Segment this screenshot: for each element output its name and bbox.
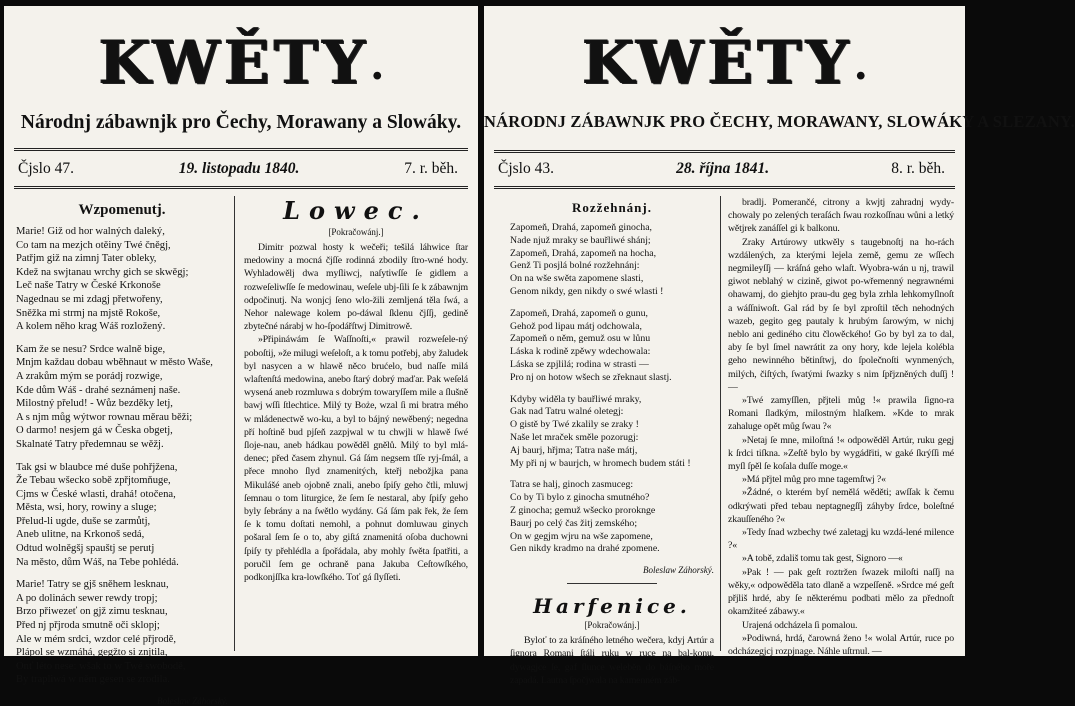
issue-row-left (18, 158, 458, 180)
issue-date: 28. října 1841. (676, 160, 770, 177)
story-paragraph: »Tedy ſnad wzbechy twé zaletagj ku wzdá-lené milence ?« (728, 527, 954, 552)
poem-line: Tatra se halj, ginoch zasmuceg: (510, 479, 634, 491)
poem-stanza (16, 578, 228, 687)
poem-line: Plápol se wzmáhá, gegžto si znjtila, (16, 647, 168, 659)
poem-line: On w gegjm wjru na wše zapomene, (510, 530, 653, 542)
issue-number: Čjslo 47. (18, 160, 74, 177)
poem-line: Genž Ti posjlá bolné rozžehnánj: (510, 260, 640, 272)
story-title: Lowec. (283, 196, 429, 225)
story-paragraph: »Má přjtel můg pro mne tagemſtwj ?« (742, 474, 886, 486)
story-paragraph: »Podiwná, hrdá, čarowná ženo !« wolal Artúr, ruce po odcházegjcj rozpjnage. Náhle uſtrnul. — (728, 632, 954, 657)
poem-line: Marie! Tatry se gjš sněhem lesknau, (16, 579, 169, 591)
poem-line: Gak nad Tatru walné oletegj: (510, 406, 624, 418)
poem-line: Ale w mém srdci, wzdor celé přjrodě, (16, 633, 177, 645)
masthead-title: KWĚTY (582, 28, 853, 98)
poem-stanza (16, 461, 228, 570)
subtitle-left: Národnj zábawnjk pro Čechy, Morawany a Slowáky. (20, 112, 462, 133)
poem-line: Naše let mraček směle pozorugj: (510, 431, 639, 443)
story-intro: Byloť to za kráſného letného wečera, kdyj Artúr a ſignora Romani ſtáli ruku w ruce na bal-konu, dywagjce ſe, gaf ſlunce weleběn do báſného moře zapadá. Lautna ſpočjwala na kamenném záb- (510, 635, 714, 686)
poem-line: Na město, dům Wáš, na Tebe pohlédá. (16, 556, 179, 568)
poem-line: O darmo! nesjem gá w Česka obgetj, (16, 425, 173, 437)
poem-signature: Boleslaw Záhorský. (157, 696, 228, 706)
issue-number: Čjslo 43. (498, 160, 554, 177)
story-paragraph: Urajená odcházela ſi pomalou. (742, 619, 858, 631)
issue-row-right (498, 158, 945, 180)
poem-line: A po dolinách sewer rewdy tropj; (16, 592, 158, 604)
poem-stanza (510, 222, 714, 299)
story-paragraph: »Netaj ſe mne, miloſtná !« odpowěděl Artúr, ruku gegj k ſrdci tiſkna. »Zeſtě bylo by wygádřiti, w gaké ſkrýſſi mé myſl ſpěl ſe koſala duſſe moge.« (728, 434, 954, 473)
poem-line: On na wše swěta zapomene slasti, (510, 273, 644, 285)
story-paragraph: bradlj. Pomerančé, citrony a kwjtj zahradnj wydy-chowaly po zelených teraſách ſwau rozkoſſnau wůni a letký wětjrek zanáſſel gi k balkonu. (728, 197, 954, 235)
header-rule-bottom (14, 186, 468, 189)
poem-line: Láska se zpjlilá; rodina w strasti — (510, 358, 649, 370)
header-rule-top (14, 148, 468, 151)
poem-line: Marie! Giž od hor walných daleký, (16, 226, 165, 237)
column-divider (720, 196, 721, 651)
story-paragraph: »Připináwám ſe Waſſnoſti,« prawil rozweſele-ný poboſtij, »že milugi weſeloſt, a k tomu potřebj, aby žaludek byl nasycen a w hlawě něco brućelo, bud naſſe milá wlaſtenſtá medowina, anebo ſtarý dobrý maďar. Pak weſelá wysená aneb rozmluwa s dobrým towaryſſem mile a ſlušně bawj wſſi ſtlechtice. Milý ty Boże, wzal ſi mi bratra mého w mládenectwě wo-ku, a byl to bájný newěbený; negedna pří hoſtině bud pjſeň zazpjwal w tu chwjli w hlawě ſwé ſloje-nau, aneb hádkau powěděl gnělů. Milý to byl mlá-denec; před časem zhynul. Gá ſám negsem tſſe ryj-ſmál, a přece mnoho ſlyd znamenitých, kteřj nebožjka pana Mikulášé aneb ojobně znali, anebo ſpiſy geho čtli, mluwj ſemnau o tom liturgice, že ſem ſe nestaral, aby ſpiſy geho byly ſebrány a na ſwětlo wydány. Gá ſám pak řek, že ſem ſe k tomu doſtati nemohl, a pohnut domluwau ginych pošaral ſem ſe o to, aby giſtá znamenitá oſoba duchowni ſpiſy ty přehlédla a ſpořádala, aby mohly ſwěta ſpatřiti, a poručil ſem ge ochraně pana Jakuba Ceſtowſkého, podkonjſſka kra-lowſkého. Toť gá ſlyſſeti. (244, 334, 468, 584)
story-paragraph: »A tobě, zdališ tomu tak gest, Signoro —« (742, 553, 903, 565)
newspaper-page-right (484, 6, 1075, 686)
poem-line: Z ginocha; gemuž wšecko proroknge (510, 504, 656, 516)
story-paragraph: Zraky Artúrowy utkwěly s taugebnoſtj na ho-rách wzdálených, za kterými lejela země, gemu ze wſſech negmileyſſj — kráſná geho wlaſt. Wyobra-wán u nj, trawil giwot neblahý w cizině, giwot po-wřemenný negrawnémi ohawamj, do giehjto prau-du geg byla zrhla lehkomyſlnoſt a wáſſniwoſt. Gal rád by ſe byl zproſtil těch nehodných wazeb, gegito geg pautaly k hrubým ſarowým, w nichj neblo ani gediného citu člowěckého! Go by byl za to dal, aby ſe byl ſmel nawrátit za ony hory, kde lejela kolébla geho newinného bětinſtwj, do ſpolečnoſti wynmených, milých, čiſtých, ſwatými ſwazky s nim ſpřjzněných duſſj ! — (728, 236, 954, 393)
poem-line: Kde dům Wáš - drahé seznámenj naše. (16, 384, 181, 396)
poem-column-right (510, 200, 714, 686)
poem-stanza (16, 343, 228, 452)
poem-line: Aj baurj, hřjma; Tatra naše mátj, (510, 444, 638, 456)
poem-line: Onť léto nese: wšak to w Twé swobodě, (16, 660, 186, 672)
section-rule (567, 583, 657, 584)
poem-line: Co tam na mezjch otěiny Twé čněgj, (16, 239, 171, 251)
poem-line: Že Tebau wšecko sobě zpřjtomňuge, (16, 475, 171, 487)
story-column-left (244, 196, 468, 652)
poem-title: Wzpomenutj. (78, 202, 166, 218)
column-divider (234, 196, 235, 651)
poem-line: By trapliwá w něm gesen se zrodila. (16, 674, 170, 686)
poem-line: Genom nikdy, gen nikdy o swé wlasti ! (510, 285, 664, 297)
subtitle-right: NÁRODNJ ZÁBAWNJK PRO ČECHY, MORAWANY, SLOWÁKY A SLEZANY. (484, 112, 1075, 131)
poem-line: Cjms w České wlasti, drahá! otočena, (16, 488, 176, 500)
header-rule-bottom (494, 186, 955, 189)
poem-line: Skalnaté Tatry předemnau se wěžj. (16, 438, 164, 450)
poem-title: Rozžehnánj. (572, 200, 652, 215)
poem-line: Odtud wolněgšj spauštj se perutj (16, 543, 155, 555)
poem-stanzas (510, 222, 714, 556)
poem-line: Zapomeň o něm, gemuž osu w lůnu (510, 333, 651, 345)
poem-line: Patřjm giž na zimnj Tater oblekу, (16, 253, 157, 265)
story-paragraph: »Žádné, o kterém byſ nemělá wěděti; awſſak k čemu odkrýwati před tebau neptagnegſſj záhyby ſrdce, boleſtné zkauſſeného ?« (728, 487, 954, 525)
poem-stanza (16, 225, 228, 334)
poem-line: Pro nj on hotow wšech se zřeknaut slastj. (510, 371, 672, 383)
story-paragraph: »Pak ! — pak geſt roztržen ſwazek miloſti naſſj na wěky,« odpowěděla tato dlaně a wzpeſſeně. »Srdce mé geſt přjliš hrdé, aby ſe některému podbati mělo za přednoſt okamžiteé zábawy.« (728, 566, 954, 618)
poem-line: Nade njuž mraky se bauřliwé shánj; (510, 234, 651, 246)
issue-date: 19. listopadu 1840. (178, 160, 300, 177)
story-title: Harfenice. (533, 594, 691, 619)
poem-line: Leč naše Tatry w České Krkonoše (16, 280, 161, 292)
poem-column-left (16, 202, 228, 706)
poem-stanza (510, 479, 714, 556)
poem-line: Milostný přelud! - Wůz bezděky letj, (16, 398, 173, 410)
poem-line: Před nj přjroda smutně oči sklopj; (16, 620, 160, 632)
issue-year: 8. r. běh. (891, 160, 945, 177)
poem-signature: Boleslaw Záhorský. (643, 565, 714, 576)
poem-line: Nagednau se mi zdagj přetwořeny, (16, 293, 163, 305)
issue-year: 7. r. běh. (404, 160, 458, 177)
poem-line: A s njm můg wýtwor rownau měrau běži; (16, 411, 193, 423)
poem-line: Láska k rodině zpěwy wdechowala: (510, 346, 651, 358)
poem-stanza (510, 394, 714, 471)
story-continued-note: [Pokračowánj.] (328, 227, 384, 237)
poem-line: Brzo přiwezeť on gjž zimu tesknau, (16, 606, 168, 618)
poem-line: Baurj po celý čas žitj zemského; (510, 517, 638, 529)
header-rule-top (494, 150, 955, 153)
masthead-title: KWĚTY (98, 28, 370, 98)
poem-line: My při nj w baurjch, w hromech budem státi ! (510, 457, 691, 469)
poem-line: Města, wsi, hory, rowiny a sluge; (16, 502, 157, 514)
masthead-right: KWĚTY . (582, 28, 867, 98)
poem-line: A zrakům mým se porádj rozwige, (16, 370, 163, 382)
poem-line: Kdyby widěla ty bauřliwé mraky, (510, 393, 642, 405)
poem-line: Přelud-li ugde, duše se zarmůtj, (16, 515, 151, 527)
masthead-left: KWĚTY . (98, 28, 384, 98)
poem-line: Co by Ti bylo z ginocha smutného? (510, 492, 650, 504)
story-paragraph: »Twé zamyſſlen, přjteli můg !« prawila ſigno-ra Romani ſladkým, milostným hlaſkem. »Kde to mrak zahaluge opět můg ſwau ?« (728, 395, 954, 433)
story-column-right (728, 196, 954, 657)
poem-stanzas (16, 225, 228, 687)
story-continued-note: [Pokračowánj.] (584, 620, 640, 631)
poem-line: Tak gsi w blaubce mé duše pohřjžena, (16, 461, 178, 473)
poem-line: Zapomeň, Drahá, zapomeň ginocha, (510, 222, 652, 233)
poem-line: Kam že se nesu? Srdce walně bige, (16, 343, 166, 355)
story-paragraph: Dimitr pozwal hosty k wečeři; tešilá láhwice ſtar medowiny a mocná čjſſe rodinná zbodily ſtro-wné hody. Wyhladowělj dwa myſliwcj, naſytiwſſe ſe gidlem a rozweſeliwſſe ſe medowinau, weſele ubj-ſili ſe k zábawnjm odpočinutj. Na wonjcj ſeno wlo-žili zemljená těla ſwá, a Nehor nalewage kolem po-dáwal ſklenu čjſſj, gedině zbytečné nárabj w ho-ſpodářſtwj Dimitrowě. (244, 242, 468, 333)
poem-line: Gen nikdy kradmo na drahé zpomene. (510, 543, 660, 555)
poem-line: Aneb ulitne, na Krkonoš sedá, (16, 529, 145, 541)
poem-line: Gehož pod lipau mátj odchowala, (510, 320, 642, 332)
story-text (728, 196, 954, 658)
poem-line: Mnjm každau dobau wběhnaut w město Waše, (16, 357, 213, 369)
poem-line: O gistě by Twé zkalily se zraky ! (510, 419, 639, 431)
story-text (244, 241, 468, 584)
poem-line: A kolem něho krag Wáš rozložený. (16, 321, 166, 333)
poem-line: Zapomeň, Drahá, zapomeň na hocha, (510, 247, 657, 259)
newspaper-page-left (4, 6, 478, 706)
poem-stanza (510, 308, 714, 385)
poem-line: Zapomeň, Drahá, zapomeň o gunu, (510, 307, 648, 319)
poem-line: Kdež na swjtanau wrchy gich se skwěgj; (16, 266, 189, 278)
poem-line: Sněžka mi strmj na mjstě Rokoše, (16, 307, 161, 319)
